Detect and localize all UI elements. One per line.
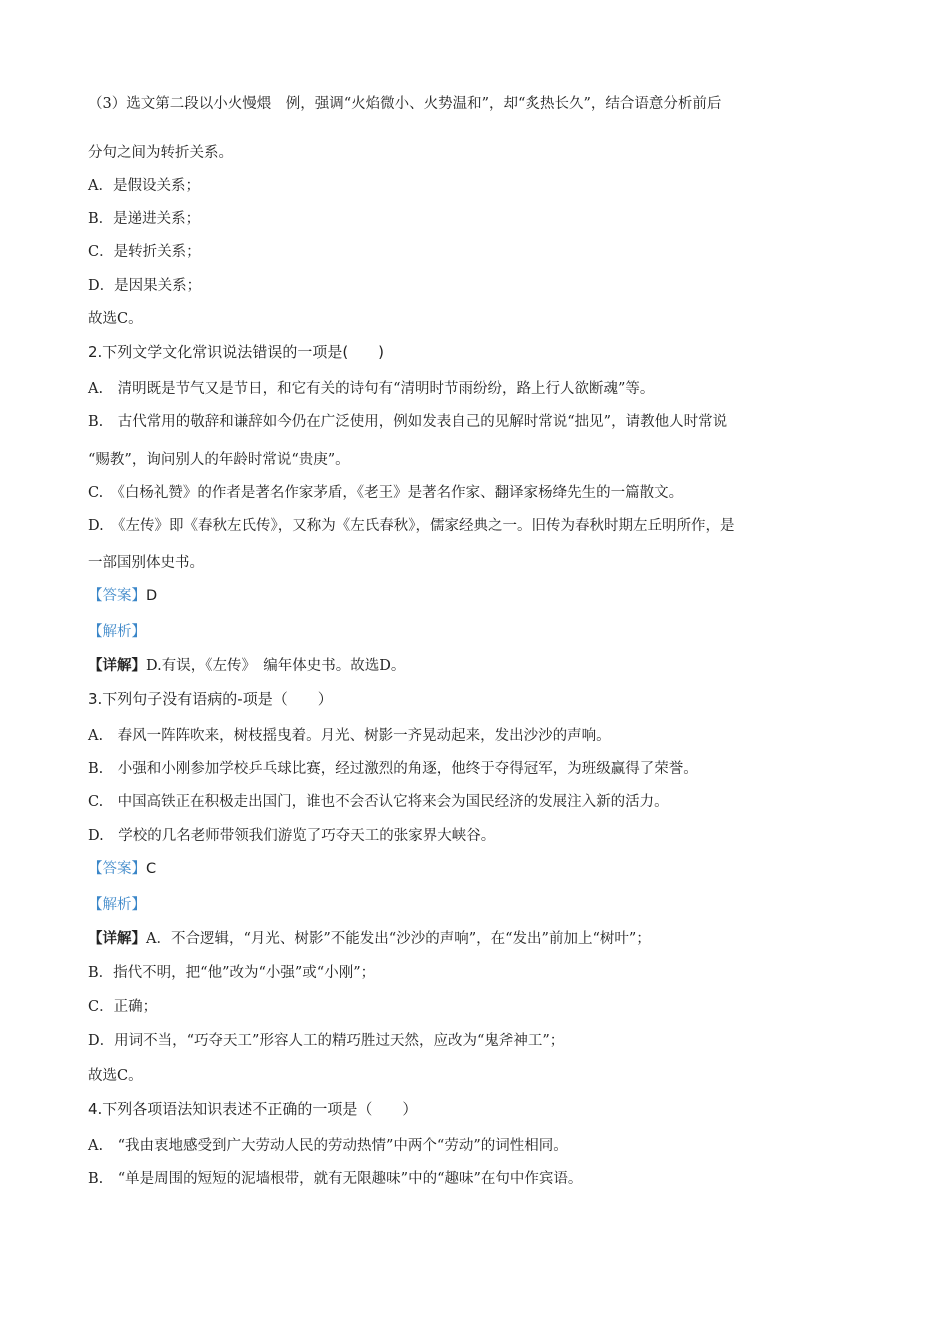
q3-detail-d: D．用词不当，“巧夺天工”形容人工的精巧胜过天然，应改为“鬼斧神工”；: [88, 1033, 565, 1049]
q1-option-b: B．是递进关系；: [88, 211, 201, 227]
q3-detail-b: B．指代不明，把“他”改为“小强”或“小刚”；: [88, 965, 376, 981]
q4-option-a: A. “我由衷地感受到广大劳动人民的劳动热情”中两个“劳动”的词性相同。: [88, 1138, 568, 1154]
q1-line-1: （3）选文第二段以小火慢煨 例，强调“火焰微小、火势温和”，却“炙热长久”，结合语意分析前后: [88, 96, 722, 112]
q3-option-c: C. 中国高铁正在积极走出国门，谁也不会否认它将来会为国民经济的发展注入新的活力。: [88, 794, 669, 810]
q2-answer: [88, 586, 157, 606]
analysis-label: 【解析】: [88, 897, 146, 913]
q3-title: 3.下列句子没有语病的-项是（ ）: [88, 690, 333, 708]
q2-option-a: A. 清明既是节气又是节日，和它有关的诗句有“清明时节雨纷纷，路上行人欲断魂”等。: [88, 381, 655, 397]
q2-option-b-line-2: “赐教”，询问别人的年龄时常说“贵庚”。: [88, 452, 350, 468]
q3-option-a: A. 春风一阵阵吹来，树枝摇曳着。月光、树影一齐晃动起来，发出沙沙的声响。: [88, 728, 611, 744]
q2-detail: [88, 656, 405, 676]
q2-option-b-line-1: B. 古代常用的敬辞和谦辞如今仍在广泛使用，例如发表自己的见解时常说“拙见”，请教他人时常说: [88, 414, 728, 430]
q1-line-2: 分句之间为转折关系。: [88, 145, 233, 161]
detail-text: D.有误，《左传》 编年体史书。故选D。: [146, 658, 406, 674]
answer-value: D: [146, 588, 158, 604]
analysis-label: 【解析】: [88, 624, 146, 640]
q3-detail-c: C．正确；: [88, 999, 158, 1015]
q1-option-a: A．是假设关系；: [88, 178, 200, 194]
q3-detail: [88, 929, 651, 949]
q4-title: 4.下列各项语法知识表述不正确的一项是（ ）: [88, 1100, 418, 1118]
q1-option-c: C．是转折关系；: [88, 244, 201, 260]
q3-option-b: B. 小强和小刚参加学校乒乓球比赛，经过激烈的角逐，他终于夺得冠军，为班级赢得了荣誉。: [88, 761, 698, 777]
detail-text: A．不合逻辑，“月光、树影”不能发出“沙沙的声响”，在“发出”前加上“树叶”；: [146, 931, 651, 947]
q2-option-d-line-2: 一部国别体史书。: [88, 555, 204, 571]
q2-option-d-line-1: D. 《左传》即《春秋左氏传》，又称为《左氏春秋》，儒家经典之一。旧传为春秋时期左丘明所作，是: [88, 518, 735, 534]
q3-analysis: [88, 895, 146, 915]
q3-option-d: D. 学校的几名老师带领我们游览了巧夺天工的张家界大峡谷。: [88, 828, 496, 844]
q2-title: 2.下列文学文化常识说法错误的一项是( ): [88, 343, 385, 361]
q3-answer: [88, 859, 156, 879]
q1-option-d: D．是因果关系；: [88, 278, 202, 294]
answer-label: 【答案】: [88, 588, 146, 604]
detail-label: 【详解】: [88, 930, 146, 947]
q2-analysis: [88, 622, 146, 642]
q3-conclusion: 故选C。: [88, 1068, 143, 1084]
detail-label: 【详解】: [88, 657, 146, 674]
answer-value: C: [146, 861, 157, 877]
q1-conclusion: 故选C。: [88, 311, 143, 327]
q2-option-c: C. 《白杨礼赞》的作者是著名作家茅盾，《老王》是著名作家、翻译家杨绛先生的一篇散文。: [88, 485, 684, 501]
q4-option-b: B. “单是周围的短短的泥墙根带，就有无限趣味”中的“趣味”在句中作宾语。: [88, 1171, 583, 1187]
answer-label: 【答案】: [88, 861, 146, 877]
